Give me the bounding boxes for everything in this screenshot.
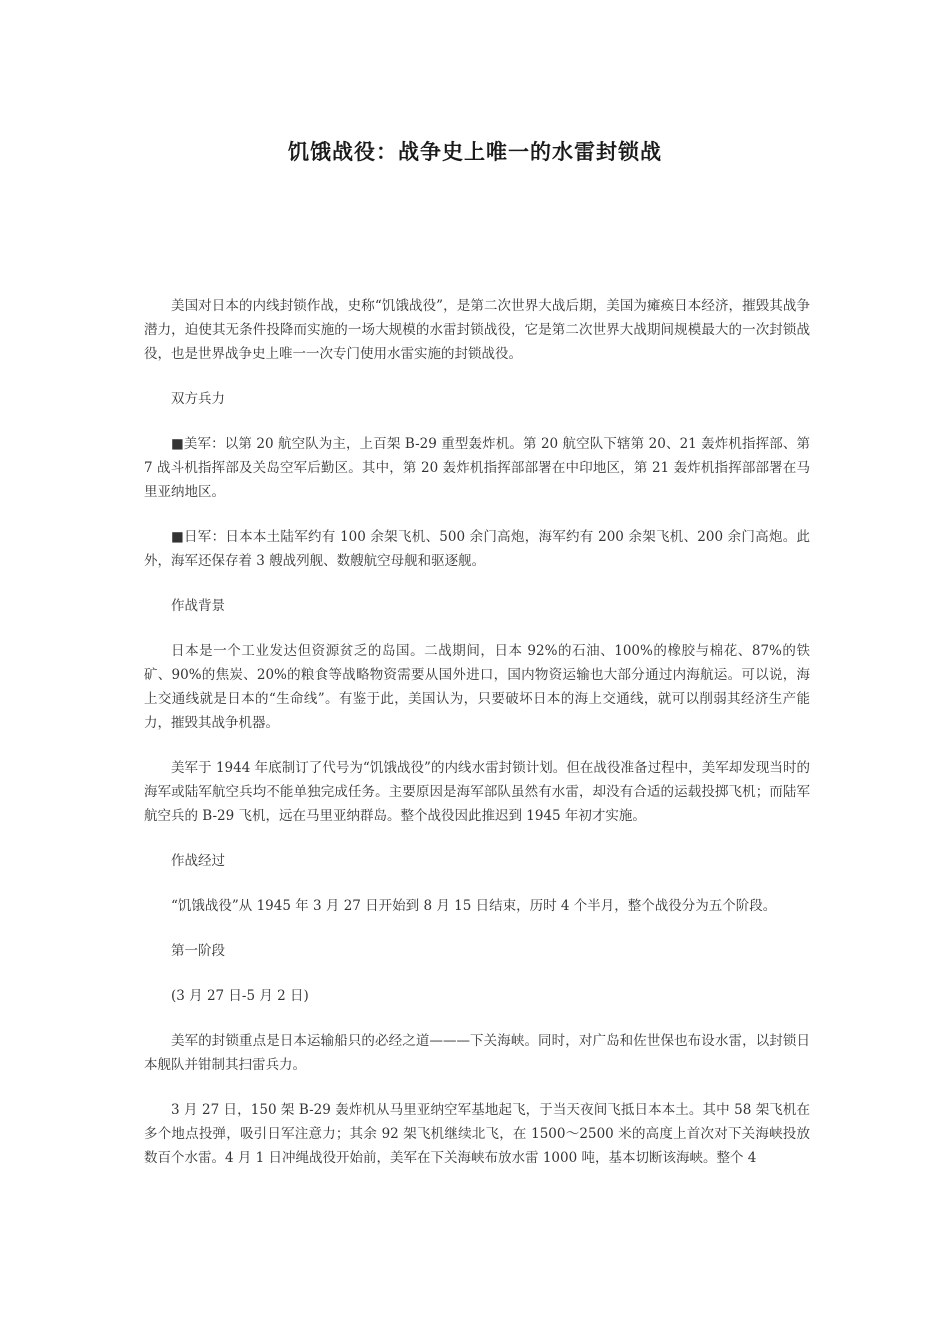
phase-one-dates: (3 月 27 日-5 月 2 日)	[171, 988, 309, 1004]
paragraph-background-2: 美军于 1944 年底制订了代号为“饥饿战役”的内线水雷封锁计划。但在战役准备过程中，美军却发现当时的海军或陆军航空兵均不能单独完成任务。主要原因是海军部队虽然有水雷，却没有合适的运载投掷飞机；而陆军航空兵的 B-29 飞机，远在马里亚纳群岛。整个战役因此推迟到 1945 年初才实施。	[144, 760, 810, 824]
section-heading-course: 作战经过	[171, 853, 225, 869]
paragraph-phase-one-action: 3 月 27 日，150 架 B-29 轰炸机从马里亚纳空军基地起飞，于当天夜间飞抵日本本土。其中 58 架飞机在多个地点投弹，吸引日军注意力；其余 92 架飞机继续北飞，在 1500～2500 米的高度上首次对下关海峡投放数百个水雷。4 月 1 日冲绳战役开始前，美军在下关海峡布放水雷 1000 吨，基本切断该海峡。整个 4	[144, 1102, 810, 1166]
paragraph-course-overview: “饥饿战役”从 1945 年 3 月 27 日开始到 8 月 15 日结束，历时 4 个半月，整个战役分为五个阶段。	[171, 898, 777, 914]
section-heading-phase-one: 第一阶段	[171, 943, 225, 959]
paragraph-background-1: 日本是一个工业发达但资源贫乏的岛国。二战期间，日本 92%的石油、100%的橡胶与棉花、87%的铁矿、90%的焦炭、20%的粮食等战略物资需要从国外进口，国内物资运输也大部分通过内海航运。可以说，海上交通线就是日本的“生命线”。有鉴于此，美国认为，只要破坏日本的海上交通线，就可以削弱其经济生产能力，摧毁其战争机器。	[144, 643, 810, 731]
paragraph-us-forces: ■美军：以第 20 航空队为主，上百架 B-29 重型轰炸机。第 20 航空队下辖第 20、21 轰炸机指挥部、第 7 战斗机指挥部及关岛空军后勤区。其中，第 20 轰炸机指挥部部署在中印地区，第 21 轰炸机指挥部部署在马里亚纳地区。	[144, 436, 810, 500]
section-heading-background: 作战背景	[171, 598, 225, 614]
paragraph-phase-one-focus: 美军的封锁重点是日本运输船只的必经之道———下关海峡。同时，对广岛和佐世保也布设水雷，以封锁日本舰队并钳制其扫雷兵力。	[144, 1033, 810, 1073]
section-heading-forces: 双方兵力	[171, 391, 225, 407]
document-title: 饥饿战役：战争史上唯一的水雷封锁战	[288, 140, 662, 164]
document-body	[144, 294, 810, 1191]
paragraph-japan-forces: ■日军：日本本土陆军约有 100 余架飞机、500 余门高炮，海军约有 200 余架飞机、200 余门高炮。此外，海军还保存着 3 艘战列舰、数艘航空母舰和驱逐舰。	[144, 529, 810, 569]
paragraph-intro: 美国对日本的内线封锁作战，史称“饥饿战役”，是第二次世界大战后期，美国为瘫痪日本经济，摧毁其战争潜力，迫使其无条件投降而实施的一场大规模的水雷封锁战役，它是第二次世界大战期间规模最大的一次封锁战役，也是世界战争史上唯一一次专门使用水雷实施的封锁战役。	[144, 298, 810, 362]
